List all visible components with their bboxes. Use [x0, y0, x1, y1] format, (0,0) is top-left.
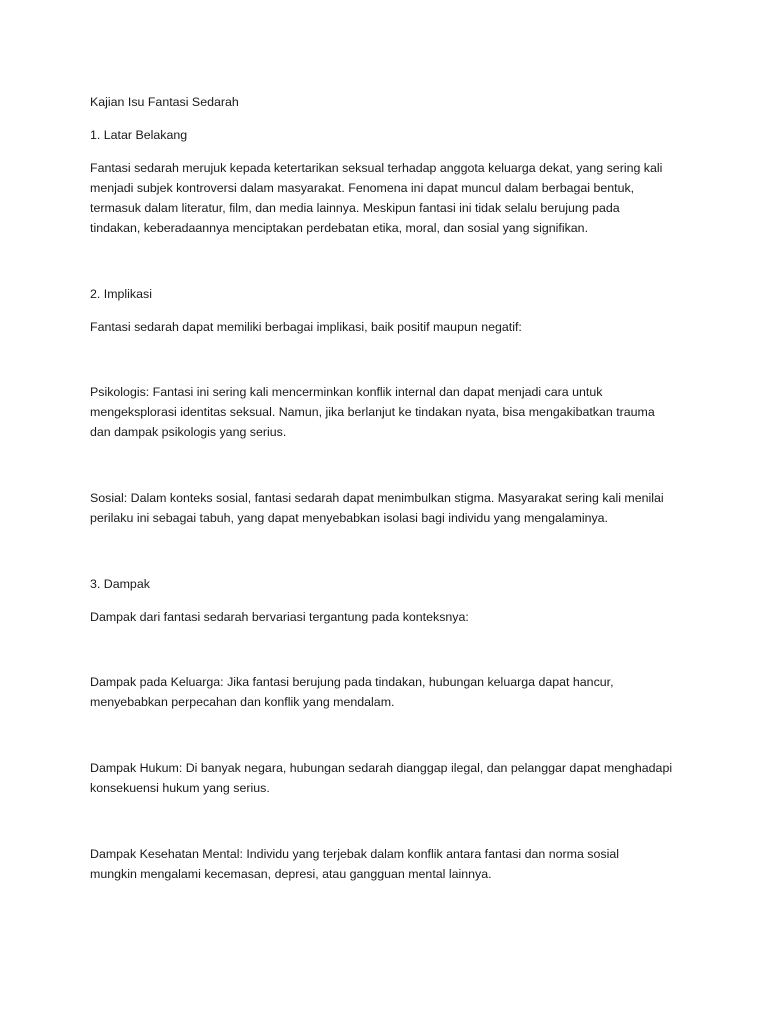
paragraph-line: Dampak Kesehatan Mental: Individu yang terjebak dalam konflik antara fantasi dan norma sosial: [90, 847, 619, 861]
paragraph-line: termasuk dalam literatur, film, dan media lainnya. Meskipun fantasi ini tidak selalu berujung pada: [90, 201, 620, 215]
paragraph-line: Dampak Hukum: Di banyak negara, hubungan sedarah dianggap ilegal, dan pelanggar dapat menghadapi: [90, 761, 673, 775]
section-heading-implikasi: 2. Implikasi: [90, 287, 152, 301]
section-heading-latar-belakang: 1. Latar Belakang: [90, 128, 188, 142]
document-title: Kajian Isu Fantasi Sedarah: [90, 95, 239, 109]
paragraph-line: mungkin mengalami kecemasan, depresi, atau gangguan mental lainnya.: [90, 867, 492, 881]
paragraph-line: Fantasi sedarah dapat memiliki berbagai implikasi, baik positif maupun negatif:: [90, 320, 522, 334]
paragraph-line: tindakan, keberadaannya menciptakan perdebatan etika, moral, dan sosial yang signifikan.: [90, 221, 589, 235]
section-heading-dampak: 3. Dampak: [90, 577, 150, 591]
paragraph-line: konsekuensi hukum yang serius.: [90, 781, 270, 795]
paragraph-line: menjadi subjek kontroversi dalam masyarakat. Fenomena ini dapat muncul dalam berbagai bentuk,: [90, 181, 635, 195]
paragraph-line: perilaku ini sebagai tabuh, yang dapat menyebabkan isolasi bagi individu yang mengalaminya.: [90, 511, 608, 525]
paragraph-line: Dampak pada Keluarga: Jika fantasi berujung pada tindakan, hubungan keluarga dapat hancur,: [90, 675, 614, 689]
paragraph-line: menyebabkan perpecahan dan konflik yang mendalam.: [90, 695, 395, 709]
paragraph-line: Psikologis: Fantasi ini sering kali mencerminkan konflik internal dan dapat menjadi cara untuk: [90, 385, 603, 399]
paragraph-line: Sosial: Dalam konteks sosial, fantasi sedarah dapat menimbulkan stigma. Masyarakat sering kali menilai: [90, 491, 664, 505]
paragraph-line: mengeksplorasi identitas seksual. Namun, jika berlanjut ke tindakan nyata, bisa mengakibatkan trauma: [90, 405, 655, 419]
paragraph-line: Dampak dari fantasi sedarah bervariasi tergantung pada konteksnya:: [90, 610, 469, 624]
paragraph-line: Fantasi sedarah merujuk kepada ketertarikan seksual terhadap anggota keluarga dekat, yang sering kali: [90, 161, 663, 175]
paragraph-line: dan dampak psikologis yang serius.: [90, 425, 287, 439]
